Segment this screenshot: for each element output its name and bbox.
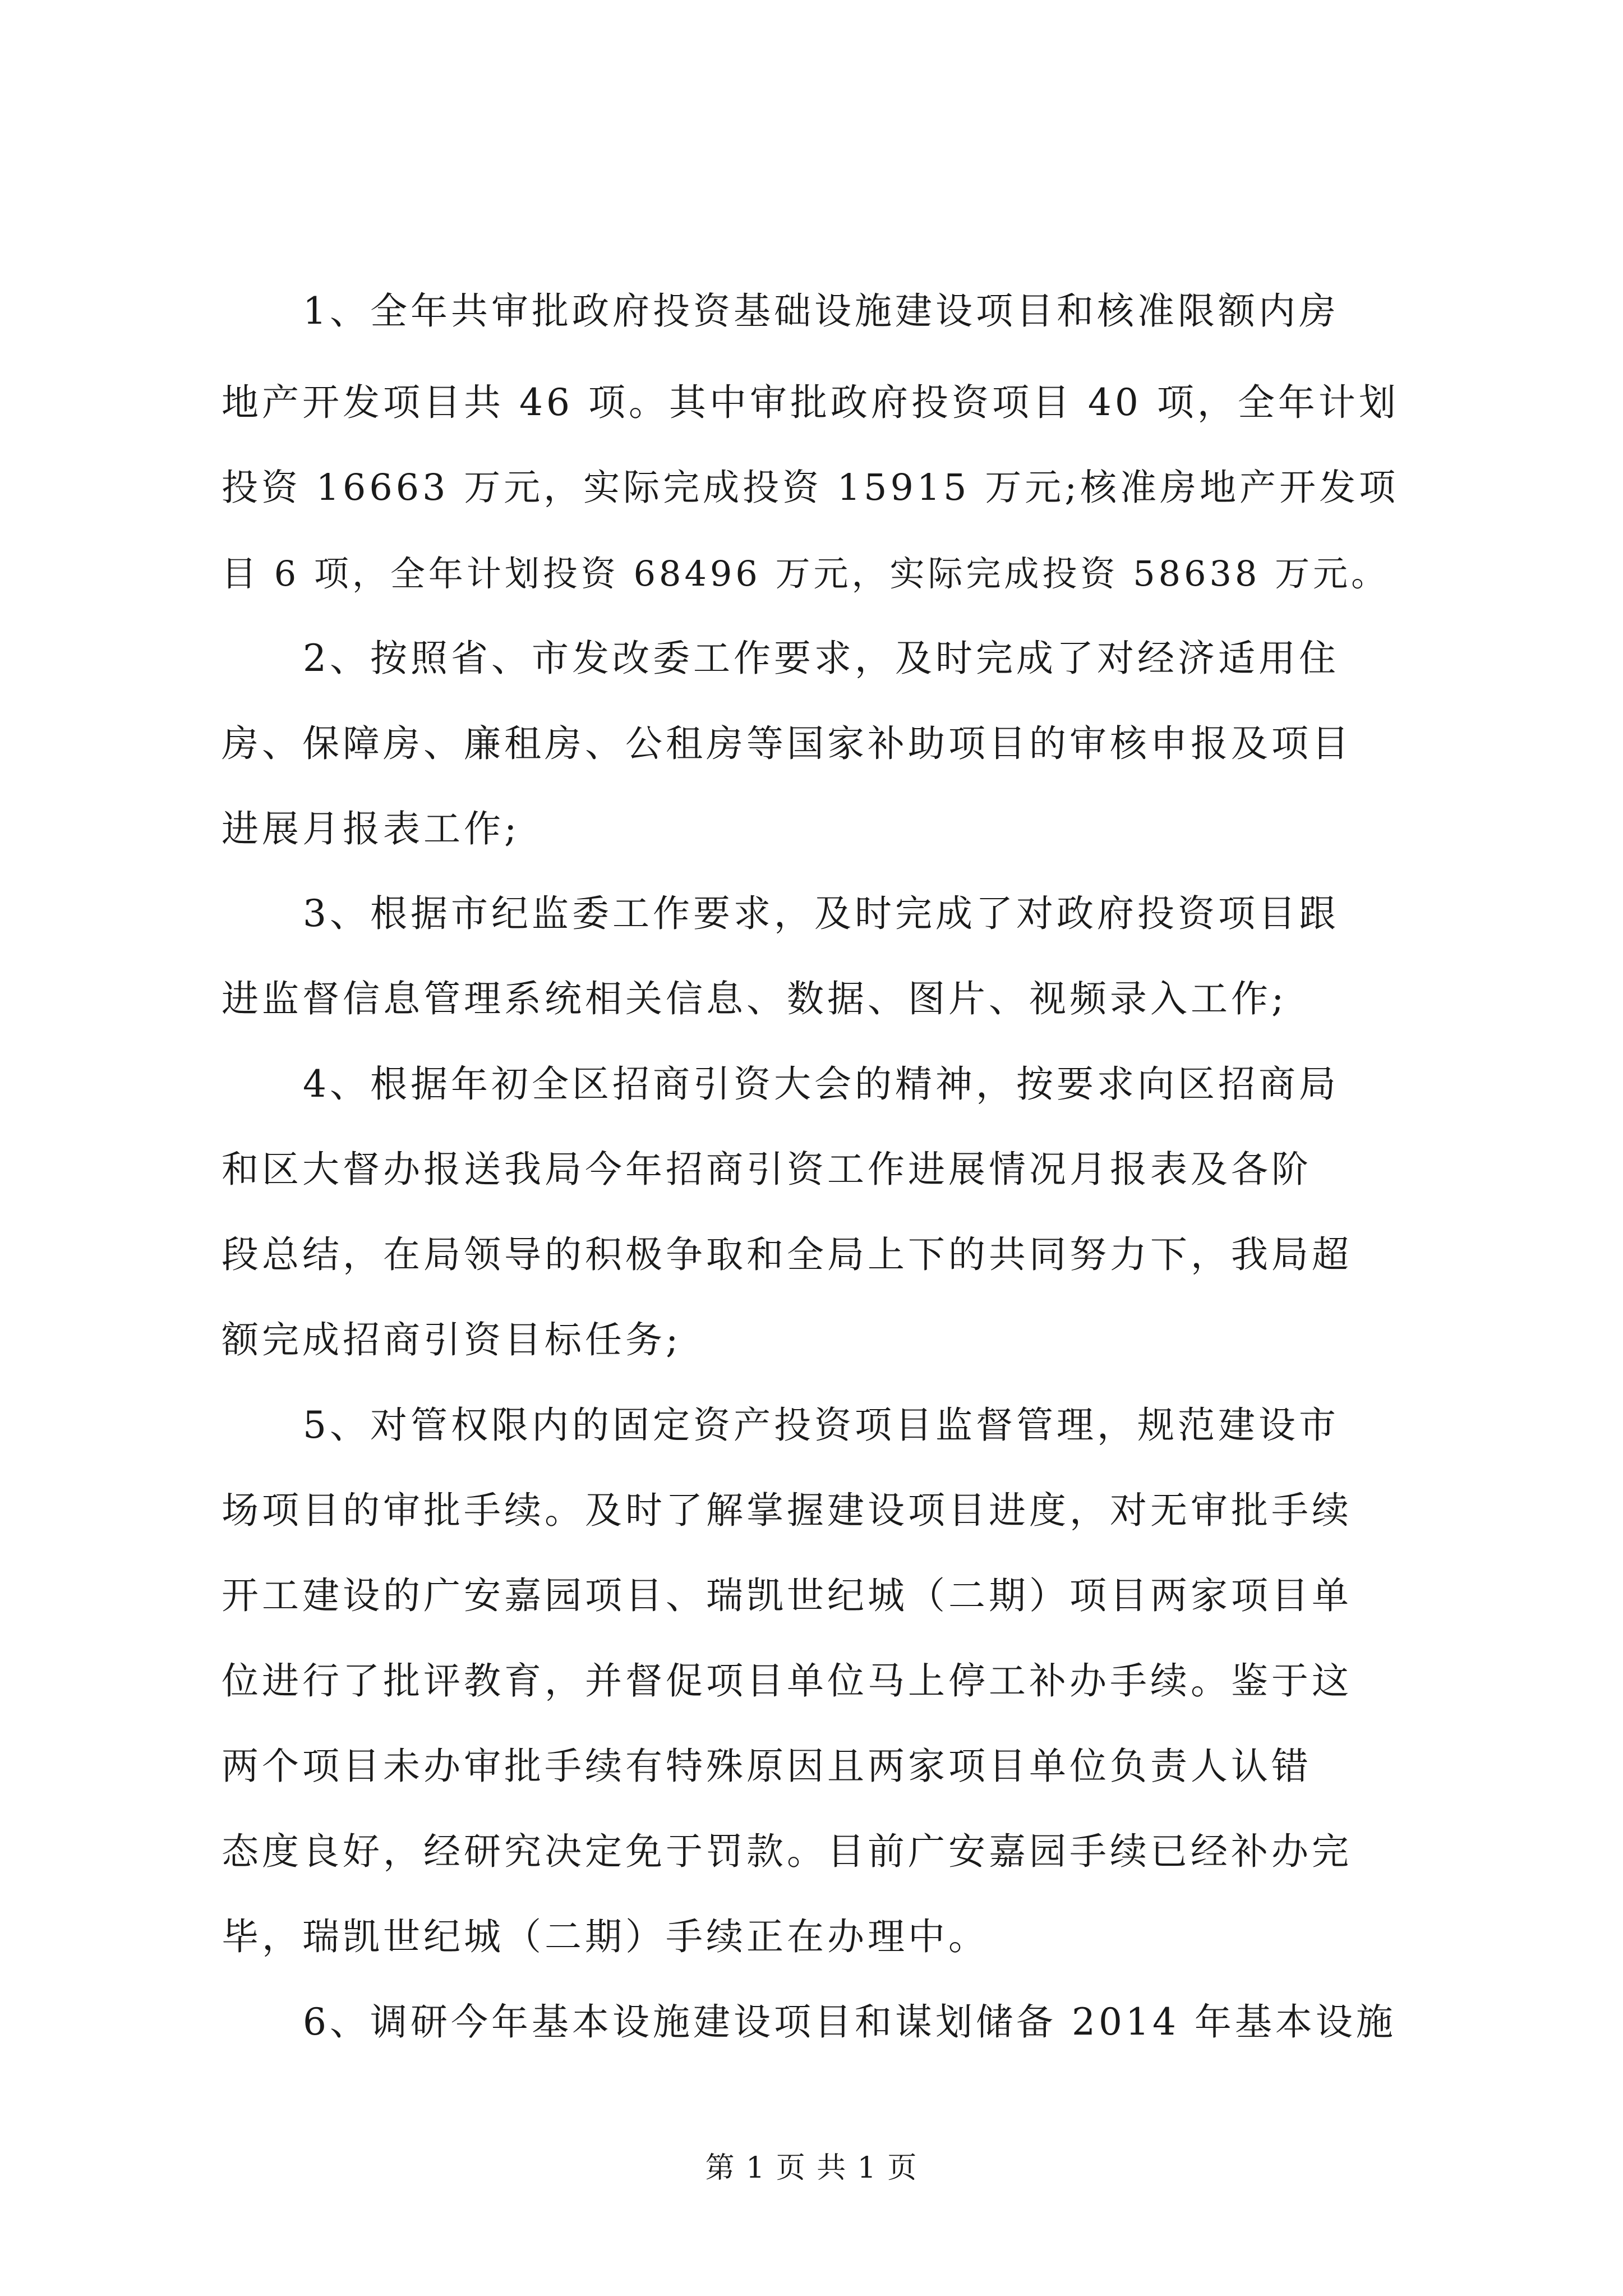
paragraph-1-line-1: 1、全年共审批政府投资基础设施建设项目和核准限额内房 <box>303 289 1339 333</box>
paragraph-4-line-4: 额完成招商引资目标任务; <box>222 1318 682 1361</box>
paragraph-1-line-4: 目 6 项，全年计划投资 68496 万元，实际完成投资 58638 万元。 <box>222 553 1390 594</box>
paragraph-5-line-3: 开工建设的广安嘉园项目、瑞凯世纪城（二期）项目两家项目单 <box>222 1574 1352 1617</box>
paragraph-1-line-3: 投资 16663 万元，实际完成投资 15915 万元;核准房地产开发项 <box>222 467 1399 509</box>
paragraph-4-line-3: 段总结，在局领导的积极争取和全局上下的共同努力下，我局超 <box>222 1233 1352 1276</box>
paragraph-5-line-2: 场项目的审批手续。及时了解掌握建设项目进度，对无审批手续 <box>222 1489 1352 1532</box>
paragraph-4-line-1: 4、根据年初全区招商引资大会的精神，按要求向区招商局 <box>303 1062 1339 1106</box>
page-footer: 第 1 页 共 1 页 <box>705 2151 918 2185</box>
paragraph-5-line-4: 位进行了批评教育，并督促项目单位马上停工补办手续。鉴于这 <box>222 1659 1352 1703</box>
paragraph-2-line-1: 2、按照省、市发改委工作要求，及时完成了对经济适用住 <box>303 637 1339 680</box>
paragraph-5-line-5: 两个项目未办审批手续有特殊原因且两家项目单位负责人认错 <box>222 1745 1312 1788</box>
paragraph-4-line-2: 和区大督办报送我局今年招商引资工作进展情况月报表及各阶 <box>222 1148 1312 1191</box>
paragraph-2-line-3: 进展月报表工作; <box>222 807 520 850</box>
paragraph-1-line-2: 地产开发项目共 46 项。其中审批政府投资项目 40 项，全年计划 <box>222 381 1399 424</box>
paragraph-5-line-1: 5、对管权限内的固定资产投资项目监督管理，规范建设市 <box>303 1404 1339 1447</box>
paragraph-2-line-2: 房、保障房、廉租房、公租房等国家补助项目的审核申报及项目 <box>222 722 1352 765</box>
paragraph-3-line-2: 进监督信息管理系统相关信息、数据、图片、视频录入工作; <box>222 977 1288 1020</box>
paragraph-5-line-6: 态度良好，经研究决定免于罚款。目前广安嘉园手续已经补办完 <box>222 1830 1352 1873</box>
paragraph-3-line-1: 3、根据市纪监委工作要求，及时完成了对政府投资项目跟 <box>303 892 1339 935</box>
paragraph-5-line-7: 毕，瑞凯世纪城（二期）手续正在办理中。 <box>222 1915 989 1958</box>
paragraph-6-line-1: 6、调研今年基本设施建设项目和谋划储备 2014 年基本设施 <box>303 2000 1396 2044</box>
